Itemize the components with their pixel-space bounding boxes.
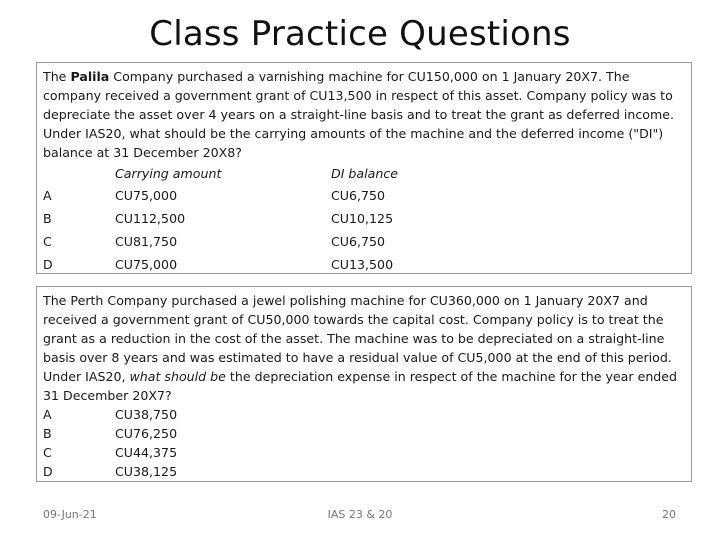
q1-option-b [43, 207, 685, 230]
option-value: CU44,375 [115, 445, 178, 460]
option-letter: D [43, 464, 53, 479]
option-letter: C [43, 234, 52, 249]
col-header-carrying: Carrying amount [115, 165, 222, 181]
option-carrying: CU75,000 [115, 257, 178, 272]
question-2-box [36, 286, 692, 482]
option-letter: B [43, 211, 52, 226]
q2-question-rest: the depreciation expense in respect of the machine for the year ended 31 December 20X7? [43, 369, 678, 403]
option-carrying: CU112,500 [115, 211, 186, 226]
option-carrying: CU75,000 [115, 188, 178, 203]
option-value: CU76,250 [115, 426, 178, 441]
q1-table-header [43, 162, 685, 184]
q1-question: Under IAS20, what should be the carrying amounts of the machine and the deferred income ("DI") balance at 31 December 20X8? [43, 126, 664, 160]
q2-question-italic: what should be [129, 369, 226, 384]
footer-date: 09-Jun-21 [43, 508, 97, 521]
q1-intro-start: The [43, 69, 71, 84]
q1-option-d [43, 253, 685, 276]
q2-option-d [43, 462, 685, 481]
option-di: CU6,750 [331, 188, 386, 203]
q1-intro-rest: Company purchased a varnishing machine for CU150,000 on 1 January 20X7. The company received a government grant of CU13,500 in respect of this asset. Company policy was to depreciate the asset over 4 years on a straight-line basis and to treat the grant as deferred income. [43, 69, 675, 122]
q2-option-a [43, 405, 685, 424]
q2-text: The Perth Company purchased a jewel polishing machine for CU360,000 on 1 January 20X7 and received a government grant of CU50,000 towards the capital cost. Company policy is to treat the grant as a reduction in the cost of the asset. The machine was to be depreciated on a straight-line basis over 8 years and was estimated to have a residual value of CU5,000 at the end of this period. [43, 293, 672, 365]
q2-question [43, 367, 685, 405]
footer-topic: IAS 23 & 20 [327, 508, 393, 521]
q2-option-c [43, 443, 685, 462]
option-value: CU38,750 [115, 407, 178, 422]
q1-company-name: Palila [70, 69, 110, 84]
slide-title: Class Practice Questions [149, 14, 571, 54]
option-letter: A [43, 407, 52, 422]
q1-intro [43, 67, 685, 124]
option-letter: A [43, 188, 52, 203]
q1-option-c [43, 230, 685, 253]
option-value: CU38,125 [115, 464, 178, 479]
question-1-box [36, 62, 692, 274]
option-di: CU10,125 [331, 211, 394, 226]
q1-option-a [43, 184, 685, 207]
option-carrying: CU81,750 [115, 234, 178, 249]
col-header-di: DI balance [331, 165, 398, 181]
q2-option-b [43, 424, 685, 443]
option-letter: C [43, 445, 52, 460]
option-letter: B [43, 426, 52, 441]
q2-question-start: Under IAS20, [43, 369, 130, 384]
option-di: CU6,750 [331, 234, 386, 249]
footer-page-number: 20 [662, 508, 676, 521]
option-letter: D [43, 257, 53, 272]
option-di: CU13,500 [331, 257, 394, 272]
